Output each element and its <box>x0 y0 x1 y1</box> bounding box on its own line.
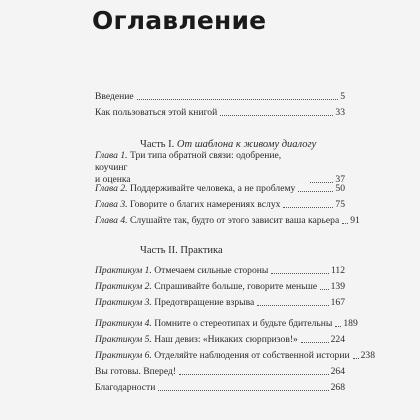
entry-text: Отмечаем сильные стороны <box>154 265 269 276</box>
entry-label: Практикум 1. <box>95 265 152 276</box>
entry-page: 75 <box>335 199 345 210</box>
entry-title <box>95 183 295 195</box>
entry-text: Спрашивайте больше, говорите меньше <box>154 281 318 292</box>
dot-leader <box>353 358 359 359</box>
entry-text: Отделяйте наблюдения от собственной истории <box>154 350 350 361</box>
entry-title <box>95 265 268 277</box>
toc-entry-acknowledgements[interactable] <box>95 382 345 394</box>
toc-entry-workshop-6[interactable] <box>95 350 375 362</box>
toc-entry-introduction[interactable] <box>95 91 345 103</box>
page-title: Оглавление <box>92 6 267 35</box>
entry-text: Предотвращение взрыва <box>154 297 255 308</box>
entry-title <box>95 215 339 227</box>
entry-title <box>95 297 254 309</box>
dot-leader <box>257 305 328 306</box>
dot-leader <box>320 289 328 290</box>
entry-title: Как пользоваться этой книгой <box>95 107 218 118</box>
entry-text: Говорите о благих намерениях вслух <box>129 199 281 210</box>
part-1-subtitle: От шаблона к живому диалогу <box>176 139 317 150</box>
entry-text: Наш девиз: «Никаких сюрпризов!» <box>154 334 298 345</box>
entry-page: 224 <box>330 334 345 345</box>
entry-text-line1: Три типа обратной связи: одобрение, коучинг <box>95 150 282 173</box>
dot-leader <box>342 223 348 224</box>
toc-entry-workshop-3[interactable] <box>95 297 345 309</box>
entry-page: 50 <box>335 183 345 194</box>
toc-entry-you-are-ready[interactable] <box>95 366 345 378</box>
toc-entry-workshop-4[interactable] <box>95 318 358 330</box>
dot-leader <box>220 115 333 116</box>
entry-title <box>95 199 280 211</box>
entry-page: 5 <box>340 91 345 102</box>
dot-leader <box>335 326 341 327</box>
entry-label: Практикум 3. <box>95 297 152 308</box>
entry-page: 238 <box>360 350 375 361</box>
entry-label: Глава 2. <box>95 183 128 194</box>
entry-page: 139 <box>330 281 345 292</box>
part-2-label: Часть II. <box>140 245 178 256</box>
entry-label: Глава 3. <box>95 199 128 210</box>
entry-text: Слушайте так, будто от этого зависит ваша карьера <box>129 215 340 226</box>
entry-page: 189 <box>343 318 358 329</box>
entry-title: Вы готовы. Вперед! <box>95 366 177 377</box>
entry-page: 33 <box>335 107 345 118</box>
toc-entry-chapter-3[interactable] <box>95 199 345 211</box>
toc-entry-workshop-5[interactable] <box>95 334 345 346</box>
entry-label: Практикум 6. <box>95 350 152 361</box>
entry-label: Практикум 4. <box>95 318 152 329</box>
toc-entry-chapter-2[interactable] <box>95 183 345 195</box>
entry-title <box>95 334 298 346</box>
part-2-heading <box>140 244 223 257</box>
entry-title <box>95 350 350 362</box>
entry-page: 91 <box>350 215 360 226</box>
toc-entry-chapter-4[interactable] <box>95 215 360 227</box>
toc-entry-workshop-2[interactable] <box>95 281 345 293</box>
entry-title <box>95 150 307 186</box>
entry-page: 167 <box>330 297 345 308</box>
dot-leader <box>298 191 333 192</box>
entry-title <box>95 281 317 293</box>
entry-label: Практикум 5. <box>95 334 152 345</box>
entry-label: Глава 1. <box>95 150 128 161</box>
part-1-label: Часть I. <box>140 139 175 150</box>
entry-text: Помните о стереотипах и будьте бдительны <box>154 318 333 329</box>
entry-page: 37 <box>335 174 345 185</box>
toc-entry-workshop-1[interactable] <box>95 265 345 277</box>
dot-leader <box>158 390 328 391</box>
dot-leader <box>271 273 329 274</box>
entry-page: 112 <box>330 265 345 276</box>
entry-title <box>95 318 332 330</box>
entry-title: Введение <box>95 91 134 102</box>
entry-label: Практикум 2. <box>95 281 152 292</box>
entry-page: 264 <box>330 366 345 377</box>
dot-leader <box>179 374 329 375</box>
entry-text: Поддерживайте человека, а не проблему <box>129 183 296 194</box>
dot-leader <box>283 207 333 208</box>
toc-entry-how-to-use[interactable] <box>95 107 345 119</box>
entry-page: 268 <box>330 382 345 393</box>
dot-leader <box>301 342 329 343</box>
entry-label: Глава 4. <box>95 215 128 226</box>
dot-leader <box>137 99 339 100</box>
entry-text-line2: и оценка <box>95 174 131 185</box>
entry-title: Благодарности <box>95 382 156 393</box>
part-2-subtitle: Практика <box>180 245 223 256</box>
